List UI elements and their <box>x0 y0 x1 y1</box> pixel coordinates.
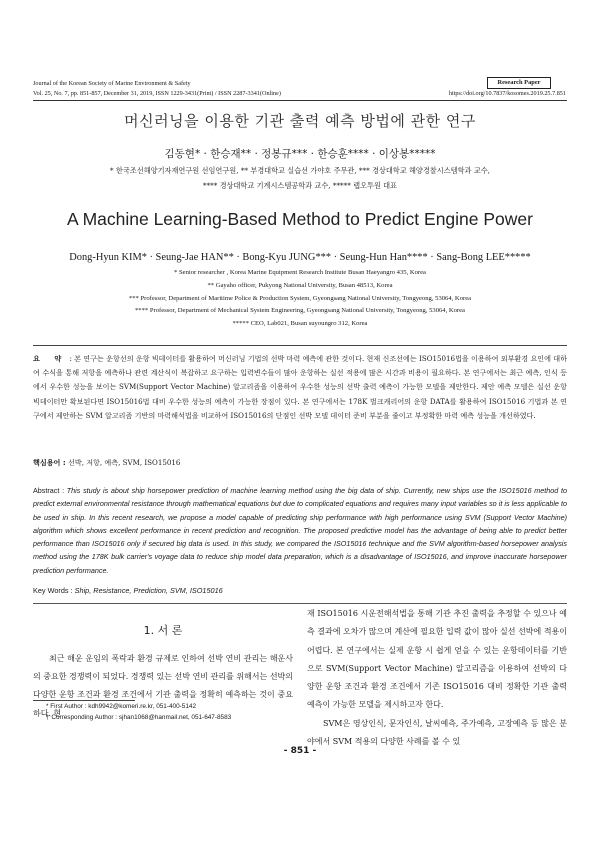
korean-abstract: 요 약 : 본 연구는 운항선의 운항 빅데이터를 활용하여 머신러닝 기법의 선박 마력 예측에 관한 것이다. 현재 신조선에는 ISO15016법을 이용하여 외부환경 요인에 대하여 수식을 통해 저항을 예측하나 관련 계산식이 복잡하고 요구하는 입력변수들이 많아 운항하는 실선 적용에 많은 시간과 비용이 필요하다. 본 연구에서는 최근 예측, 인식 등에서 우수한 성능을 보이는 SVM(Support Vector Machine) 알고리즘을 이용하여 우수한 성능의 선박 출력 예측이 가능한 모델을 제안한다. 제안 예측 모델은 실선 운항 빅데이터만 확보된다면 ISO15016법 대비 우수한 성능의 예측이 가능한 장점이 있다. 본 연구에서는 178K 벌크캐리어의 운항 DATA를 활용하여 ISO15016 기법과 본 연구에서 제안하는 SVM 알고리즘 기반의 마력해석법을 비교하여 ISO15016의 단점인 선박 모델 데이터 준비 부분을 줄이고 부정확한 마력 예측 성능을 개선하였다. <box>33 354 567 420</box>
english-authors: Dong-Hyun KIM* · Seung-Jae HAN** · Bong-Kyu JUNG*** · Seung-Hun Han**** · Sang-Bong LEE***** <box>69 252 531 263</box>
body-paragraph: 재 ISO15016 시운전해석법을 통해 기관 추진 출력을 추정할 수 있으나 예측 결과에 오차가 많으며 계산에 필요한 입력 값이 많아 실선 선박에 적용이 어렵다. 본 연구에서는 실제 운항 시 쉽게 얻을 수 있는 운항데이터를 기반으로 SVM(Support Vector Machine) 알고리즘을 이용하여 선박의 다양한 운항 조건과 환경 조건에서 기존 ISO15016 대비 정확한 기관 출력 예측이 가능한 모델을 제시하고자 한다. <box>307 609 567 710</box>
korean-keywords-text: 선박, 저항, 예측, SVM, ISO15016 <box>67 458 181 467</box>
header-divider <box>33 100 567 101</box>
body-left-column: 최근 해운 운임의 폭락과 환경 규제로 인하여 선박 연비 관리는 해운사의 중요한 경쟁력이 되었다. 경쟁력 있는 선박 연비 관리를 위해서는 선박의 다양한 운항 조건과 환경 조건에서 기관 출력을 정확히 예측하는 것이 중요하다. 현 <box>33 654 293 718</box>
english-affiliation-line: * Senior researcher , Korea Marine Equipment Research Institute Busan Haeyangro 435, Korea <box>174 269 426 276</box>
korean-affiliation-line: **** 경상대학교 기계시스템공학과 교수, ***** 랩오투원 대표 <box>202 181 398 190</box>
journal-name: Journal of the Korean Society of Marine Environment & Safety <box>33 80 191 87</box>
volume-info: Vol. 25, No. 7, pp. 851-857, December 31, 2019, ISSN 1229-3431(Print) / ISSN 2287-3341(Online) <box>33 90 281 97</box>
korean-affiliation-line: * 한국조선해양기자재연구원 선임연구원, ** 부경대학교 실습선 가야호 주무관, *** 경상대학교 해양경찰시스템학과 교수, <box>110 166 490 175</box>
english-abstract-label: Abstract : <box>33 486 65 495</box>
korean-abstract-label: 요 약 <box>33 354 68 363</box>
english-abstract-text: This study is about ship horsepower prediction of machine learning method using the big data of ship. Currently, new ships use the ISO15016 method to predict external environmental resistance through mathematical equations but due to complicated equations and requires many input variables so it is less applicable to be used in ship. In this recent research, we propose a model capable of predicting ship performance with high performance using SVM (Support Vector Machine) algorithm which shows excellent performance in recent prediction and recognition. The proposed predictive model has the advantage of being able to predict better performance than ISO15016 only if secured big data is used. In this study, we compared the ISO15016 technique and the SVM algorithm-based horsepower analysis method using the 178K bulk carrier's voyage data to reduce ship model data preparation, which is a disadvantage of ISO15016, and improve inaccurate horsepower prediction performance. <box>33 486 567 575</box>
korean-abstract-text: 본 연구는 운항선의 운항 빅데이터를 활용하여 머신러닝 기법의 선박 마력 예측에 관한 것이다. 현재 신조선에는 ISO15016법을 이용하여 외부환경 요인에 대하여 수식을 통해 저항을 예측하나 관련 계산식이 복잡하고 요구하는 입력변수들이 많아 운항하는 실선 적용에 많은 시간과 비용이 필요하다. 본 연구에서는 최근 예측, 인식 등에서 우수한 성능을 보이는 SVM(Support Vector Machine) 알고리즘을 이용하여 우수한 성능의 선박 출력 예측이 가능한 모델을 제안한다. 제안 예측 모델은 실선 운항 빅데이터만 확보된다면 ISO15016법 대비 우수한 성능의 예측이 가능한 장점이 있다. 본 연구에서는 178K 벌크캐리어의 운항 DATA를 활용하여 ISO15016 기법과 본 연구에서 제안하는 SVM 알고리즘 기반의 마력해석법을 비교하여 ISO15016의 단점인 선박 모델 데이터 준비 부분을 줄이고 부정확한 마력 예측 성능을 개선하였다. <box>33 354 567 420</box>
english-abstract <box>33 484 567 577</box>
english-affiliation-line: ** Gayaho officer, Pukyong National University, Busan 48513, Korea <box>207 282 393 289</box>
english-keywords-text: Ship, Resistance, Prediction, SVM, ISO15016 <box>74 586 223 595</box>
doi-link[interactable]: https://doi.org/10.7837/kosomes.2019.25.7.851 <box>448 90 566 97</box>
english-affiliation-line: **** Professor, Department of Mechanical System Engineering, Gyeongsang National University, Tongyeong, 53064, Korea <box>135 307 465 314</box>
footnote-divider <box>33 700 135 701</box>
body-divider <box>33 603 567 604</box>
abstract-divider <box>33 345 567 346</box>
page-number: - 851 - <box>283 746 317 756</box>
paper-type-badge: Research Paper <box>487 77 551 89</box>
english-title: A Machine Learning-Based Method to Predict Engine Power <box>67 209 533 229</box>
korean-authors: 김동현* · 한승재** · 정봉규*** · 한승훈**** · 이상봉***** <box>164 148 436 160</box>
english-affiliation-line: *** Professor, Department of Maritime Police & Production System, Gyeongsang National University, Tongyeong, 53064, Korea <box>128 295 472 302</box>
body-right-column <box>307 605 567 751</box>
english-keywords <box>33 586 567 595</box>
first-author-footnote: * First Author : kdh9942@komeri.re.kr, 051-400-5142 <box>46 703 196 710</box>
body-paragraph: SVM은 영상인식, 문자인식, 날씨예측, 주가예측, 고장예측 등 많은 분야에서 SVM 적용의 다양한 사례를 볼 수 있 <box>307 718 567 747</box>
korean-title: 머신러닝을 이용한 기관 출력 예측 방법에 관한 연구 <box>124 112 476 130</box>
korean-keywords <box>33 458 567 468</box>
english-affiliation-line: ***** CEO, Lab021, Busan suyoungro 312, Korea <box>232 320 368 327</box>
english-keywords-label: Key Words : <box>33 586 73 595</box>
corresponding-author-footnote: † Corresponding Author : sjhan1068@hanmail.net, 051-647-8583 <box>46 714 232 721</box>
section-heading: 1. 서 론 <box>143 624 183 637</box>
korean-keywords-label: 핵심용어 : <box>33 458 66 467</box>
